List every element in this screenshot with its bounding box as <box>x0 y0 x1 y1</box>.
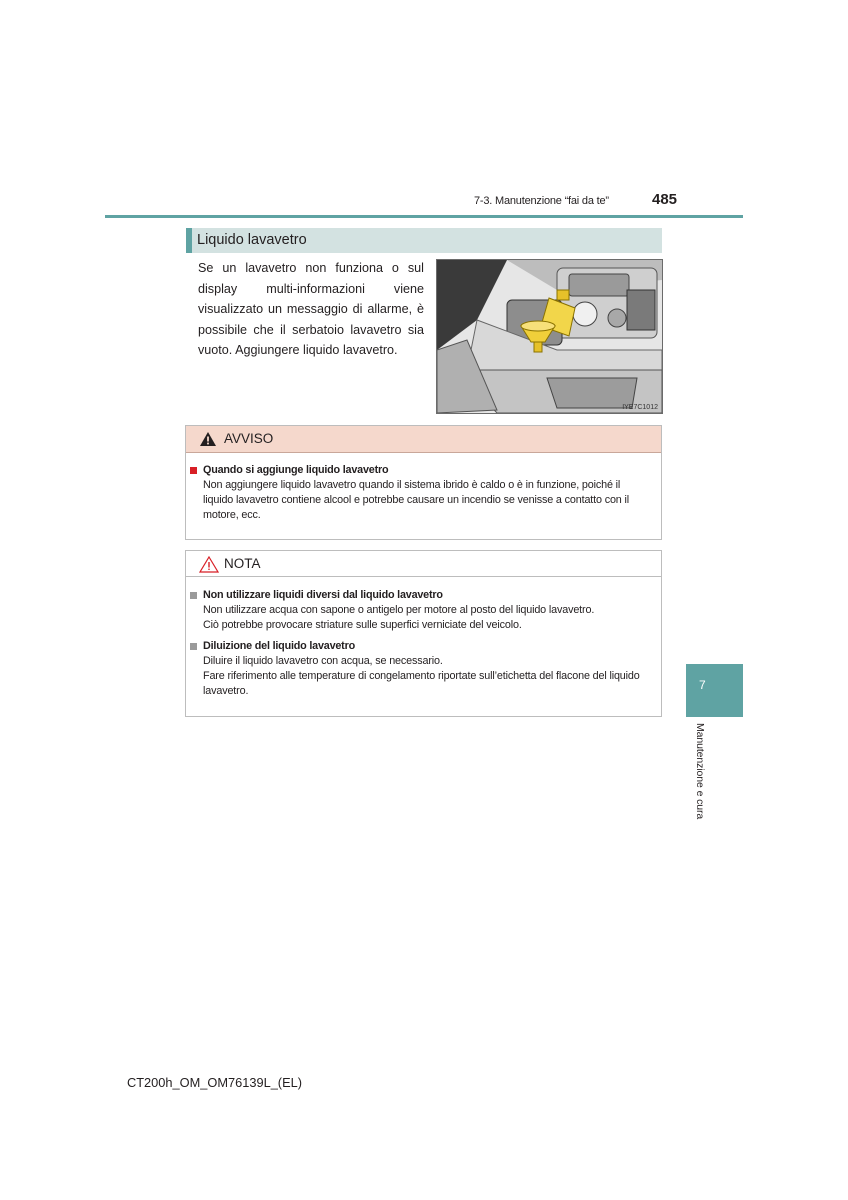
red-square-bullet-icon <box>190 467 197 474</box>
note-label: NOTA <box>224 556 261 571</box>
note-header <box>186 551 661 577</box>
note-box <box>185 550 662 717</box>
engine-bay-drawing <box>437 260 662 413</box>
caution-triangle-icon <box>199 556 219 573</box>
note-item-title-text: Non utilizzare liquidi diversi dal liquido lavavetro <box>203 589 443 601</box>
warning-triangle-icon <box>199 431 217 447</box>
section-title-bar <box>186 228 662 253</box>
gray-square-bullet-icon <box>190 643 197 650</box>
warning-item-body: Non aggiungere liquido lavavetro quando il sistema ibrido è caldo o è in funzione, poiché il liquido lavavetro contiene alcool e potrebbe causare un incendio se venisse a contatto con il motore, ecc. <box>203 479 630 521</box>
intro-paragraph: Se un lavavetro non funziona o sul display multi-informazioni viene visualizzato un messaggio di allarme, è possibile che il serbatoio lavavetro sia vuoto. Aggiungere liquido lavavetro. <box>198 261 424 357</box>
note-item-title-text: Diluizione del liquido lavavetro <box>203 640 355 652</box>
figure-code: IYE7C1012 <box>622 404 658 411</box>
warning-label: AVVISO <box>224 431 274 446</box>
chapter-tab <box>686 664 743 717</box>
header-section-title: 7-3. Manutenzione “fai da te” <box>474 195 609 207</box>
note-item-body-line: Fare riferimento alle temperature di congelamento riportate sull’etichetta del flacone del liquido lavavetro. <box>203 670 640 697</box>
warning-item-title <box>190 463 651 478</box>
note-item <box>190 639 651 699</box>
note-item <box>190 588 651 633</box>
footer-code: CT200h_OM_OM76139L_(EL) <box>127 1075 302 1090</box>
page-number: 485 <box>652 191 678 208</box>
chapter-number: 7 <box>699 678 706 692</box>
note-item-body-line: Ciò potrebbe provocare striature sulle superfici verniciate del veicolo. <box>203 619 522 631</box>
note-item-body-line: Non utilizzare acqua con sapone o antigelo per motore al posto del liquido lavavetro. <box>203 604 595 616</box>
note-item-title <box>190 639 651 654</box>
warning-item <box>190 463 651 523</box>
note-item-body-line: Diluire il liquido lavavetro con acqua, se necessario. <box>203 655 443 667</box>
gray-square-bullet-icon <box>190 592 197 599</box>
warning-header <box>186 426 661 453</box>
note-item-title <box>190 588 651 603</box>
section-title: Liquido lavavetro <box>197 232 307 248</box>
warning-box <box>185 425 662 540</box>
chapter-title: Manutenzione e cura <box>694 723 706 820</box>
warning-item-title-text: Quando si aggiunge liquido lavavetro <box>203 464 389 476</box>
header-rule <box>105 215 743 218</box>
engine-bay-illustration <box>436 259 663 414</box>
title-accent <box>186 228 192 253</box>
